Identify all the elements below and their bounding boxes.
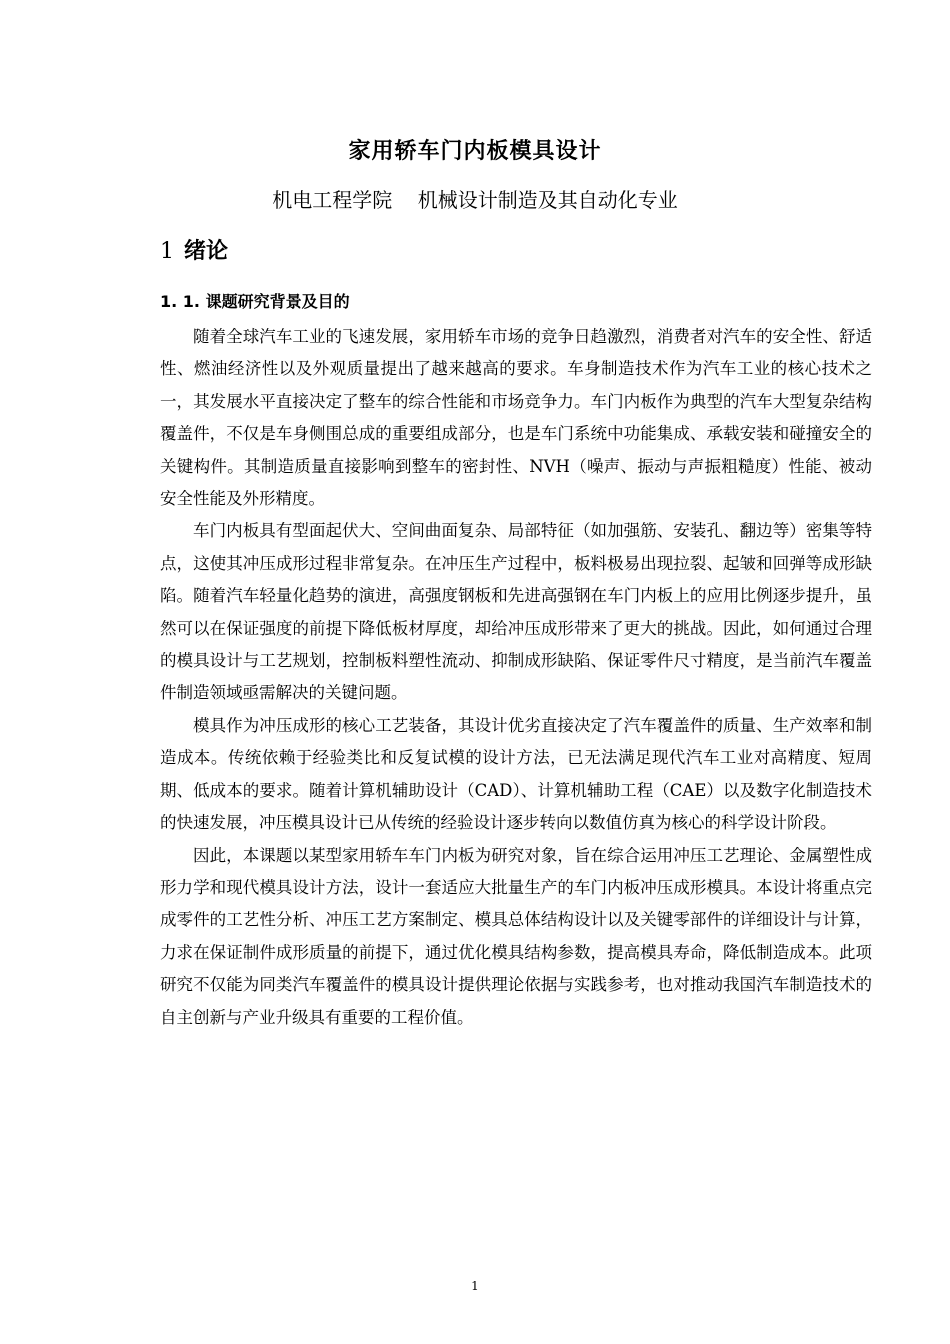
document-title: 家用轿车门内板模具设计: [348, 139, 602, 164]
subsection-heading: 1. 1. 课题研究背景及目的: [160, 292, 350, 311]
body-text: [160, 321, 872, 1034]
page-number: 1: [471, 1279, 479, 1293]
section-heading: [160, 234, 228, 265]
section-number: 1: [160, 239, 174, 264]
paragraph: 车门内板具有型面起伏大、空间曲面复杂、局部特征（如加强筋、安装孔、翻边等）密集等特点，这使其冲压成形过程非常复杂。在冲压生产过程中，板料极易出现拉裂、起皱和回弹等成形缺陷。随着汽车轻量化趋势的演进，高强度钢板和先进高强钢在车门内板上的应用比例逐步提升，虽然可以在保证强度的前提下降低板材厚度，却给冲压成形带来了更大的挑战。因此，如何通过合理的模具设计与工艺规划，控制板料塑性流动、抑制成形缺陷、保证零件尺寸精度，是当前汽车覆盖件制造领域亟需解决的关键问题。: [160, 521, 872, 703]
paragraph: 随着全球汽车工业的飞速发展，家用轿车市场的竞争日趋激烈，消费者对汽车的安全性、舒适性、燃油经济性以及外观质量提出了越来越高的要求。车身制造技术作为汽车工业的核心技术之一，其发展水平直接决定了整车的综合性能和市场竞争力。车门内板作为典型的汽车大型复杂结构覆盖件，不仅是车身侧围总成的重要组成部分，也是车门系统中功能集成、承载安装和碰撞安全的关键构件。其制造质量直接影响到整车的密封性、NVH（噪声、振动与声振粗糙度）性能、被动安全性能及外形精度。: [160, 327, 872, 509]
paragraph: 模具作为冲压成形的核心工艺装备，其设计优劣直接决定了汽车覆盖件的质量、生产效率和制造成本。传统依赖于经验类比和反复试模的设计方法，已无法满足现代汽车工业对高精度、短周期、低成本的要求。随着计算机辅助设计（CAD）、计算机辅助工程（CAE）以及数字化制造技术的快速发展，冲压模具设计已从传统的经验设计逐步转向以数值仿真为核心的科学设计阶段。: [160, 715, 872, 833]
paragraph: 因此，本课题以某型家用轿车车门内板为研究对象，旨在综合运用冲压工艺理论、金属塑性成形力学和现代模具设计方法，设计一套适应大批量生产的车门内板冲压成形模具。本设计将重点完成零件的工艺性分析、冲压工艺方案制定、模具总体结构设计以及关键零部件的详细设计与计算，力求在保证制件成形质量的前提下，通过优化模具结构参数，提高模具寿命，降低制造成本。此项研究不仅能为同类汽车覆盖件的模具设计提供理论依据与实践参考，也对推动我国汽车制造技术的自主创新与产业升级具有重要的工程价值。: [160, 845, 872, 1027]
section-title: 绪论: [184, 239, 229, 264]
document-subtitle: 机电工程学院 机械设计制造及其自动化专业: [272, 188, 678, 212]
